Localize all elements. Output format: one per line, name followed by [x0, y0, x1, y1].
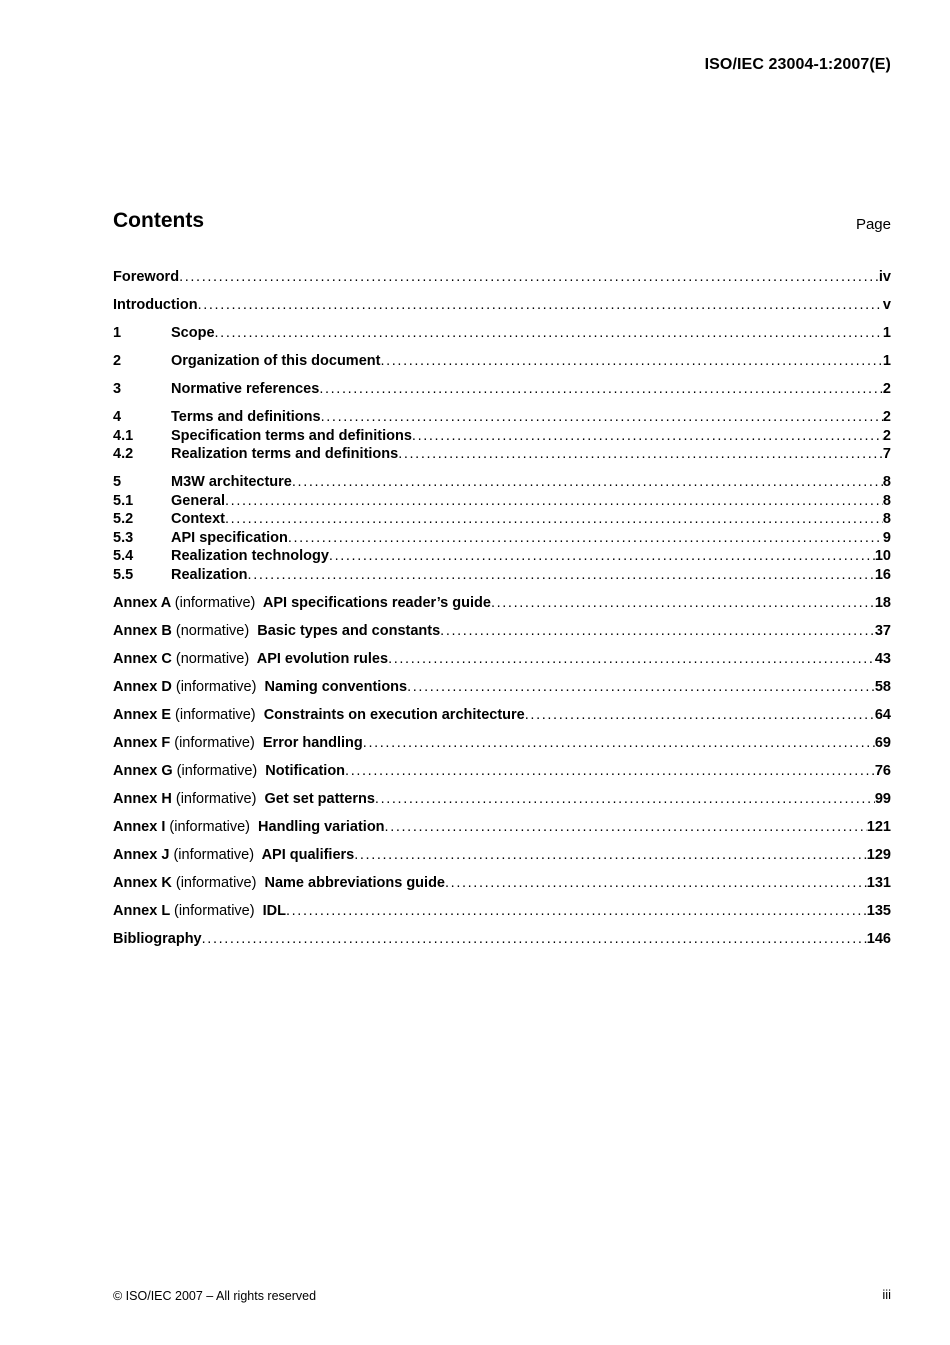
toc-entry[interactable]	[113, 547, 891, 566]
toc-entry-title	[113, 902, 286, 921]
toc-entry-title	[113, 930, 202, 949]
toc-entry-title	[171, 445, 398, 464]
toc-entry[interactable]	[113, 594, 891, 613]
toc-entry-page: 69	[874, 734, 891, 751]
toc-entry[interactable]	[113, 902, 891, 921]
toc-entry-title	[113, 874, 445, 893]
toc-entry-title	[171, 408, 321, 427]
toc-entry-title	[171, 380, 319, 399]
toc-entry-title	[113, 678, 407, 697]
toc-annex-kind: (informative)	[175, 790, 257, 807]
toc-leader-dots	[198, 296, 883, 315]
toc-annex-kind: (normative)	[175, 622, 250, 639]
toc-entry-text: Introduction	[113, 297, 198, 313]
toc-leader-dots	[179, 268, 879, 287]
toc-leader-dots	[225, 510, 883, 529]
toc-entry-title	[171, 473, 292, 492]
toc-entry-page: 8	[882, 492, 891, 509]
toc-entry-title	[113, 622, 440, 641]
toc-entry-title	[113, 594, 491, 613]
toc-annex-label: Annex B	[113, 622, 172, 639]
toc-entry-page: 8	[882, 511, 891, 527]
toc-entry[interactable]	[113, 427, 891, 446]
toc-annex-label: Annex A	[113, 594, 171, 611]
toc-entry-title	[113, 790, 375, 809]
toc-entry-title	[113, 818, 385, 837]
toc-entry[interactable]	[113, 930, 891, 949]
toc-annex-label: Annex G	[113, 762, 173, 779]
toc-leader-dots	[225, 492, 883, 511]
toc-entry[interactable]	[113, 762, 891, 781]
toc-leader-dots	[440, 622, 875, 641]
toc-annex-kind: (informative)	[175, 678, 257, 695]
toc-entry-page: 99	[874, 790, 891, 807]
toc-annex-kind: (informative)	[169, 818, 250, 835]
toc-entry-page: 2	[882, 427, 891, 444]
toc-entry-text: API qualifiers	[261, 846, 355, 863]
toc-annex-label: Annex I	[113, 818, 166, 835]
toc-entry-page: 131	[866, 874, 891, 891]
toc-entry[interactable]	[113, 734, 891, 753]
toc-annex-label: Annex K	[113, 874, 172, 891]
toc-entry[interactable]	[113, 846, 891, 865]
toc-entry-text: Terms and definitions	[171, 409, 321, 425]
toc-entry[interactable]	[113, 445, 891, 464]
toc-annex-label: Annex F	[113, 734, 171, 751]
toc-entry-title	[171, 324, 215, 343]
toc-entry-page: 64	[874, 706, 891, 723]
toc-entry-number: 5.5	[113, 566, 134, 583]
toc-entry-page: 10	[874, 548, 891, 564]
toc-entry-number: 3	[113, 381, 122, 397]
toc-leader-dots	[398, 445, 883, 464]
toc-entry-page: 1	[882, 325, 891, 341]
toc-entry[interactable]	[113, 650, 891, 669]
toc-leader-dots	[385, 818, 867, 837]
toc-entry-text: Error handling	[262, 734, 363, 751]
toc-entry-number: 4.1	[113, 427, 134, 444]
toc-annex-label: Annex C	[113, 650, 172, 667]
toc-annex-label: Annex L	[113, 902, 170, 919]
toc-entry-text: API evolution rules	[256, 650, 389, 667]
toc-annex-kind: (informative)	[173, 902, 255, 919]
toc-leader-dots	[375, 790, 875, 809]
toc-annex-kind: (informative)	[173, 846, 255, 863]
toc-entry[interactable]	[113, 566, 891, 585]
toc-entry-title	[113, 650, 388, 669]
toc-entry-number: 5.3	[113, 529, 134, 546]
toc-entry[interactable]	[113, 678, 891, 697]
toc-entry-page: 7	[882, 446, 891, 462]
toc-entry-title	[171, 427, 412, 446]
toc-entry-page: 9	[882, 529, 891, 546]
toc-entry-title	[171, 510, 225, 529]
toc-entry-text: Realization	[171, 566, 248, 583]
toc-leader-dots	[292, 473, 883, 492]
toc-entry-text: Handling variation	[258, 818, 385, 835]
toc-entry-page: 37	[874, 622, 891, 639]
toc-leader-dots	[329, 547, 875, 566]
toc-entry-number: 5.4	[113, 548, 134, 564]
toc-entry[interactable]	[113, 622, 891, 641]
page-number: iii	[882, 1287, 891, 1302]
toc-leader-dots	[491, 594, 875, 613]
toc-entry[interactable]	[113, 380, 891, 399]
toc-entry-page: 2	[882, 381, 891, 397]
toc-entry-text: Constraints on execution architecture	[263, 706, 525, 723]
toc-leader-dots	[345, 762, 875, 781]
toc-leader-dots	[445, 874, 867, 893]
toc-entry[interactable]	[113, 492, 891, 511]
toc-entry-title	[113, 762, 345, 781]
toc-entry-text: Name abbreviations guide	[264, 874, 445, 891]
toc-entry-text: API specification	[171, 529, 288, 546]
toc-leader-dots	[248, 566, 875, 585]
toc-leader-dots	[380, 352, 882, 371]
toc-entry-text: Realization terms and definitions	[171, 446, 399, 462]
toc-leader-dots	[354, 846, 867, 865]
toc-entry-text: API specifications reader’s guide	[262, 594, 491, 611]
toc-entry-text: Naming conventions	[264, 678, 408, 695]
toc-entry-title	[113, 846, 354, 865]
toc-entry[interactable]	[113, 268, 891, 287]
toc-entry-page: 58	[874, 678, 891, 695]
toc-annex-label: Annex H	[113, 790, 172, 807]
toc-entry-page: 146	[866, 930, 891, 947]
toc-entry-text: Basic types and constants	[257, 622, 441, 639]
toc-entry-title	[113, 706, 525, 725]
toc-leader-dots	[288, 529, 883, 548]
toc-leader-dots	[388, 650, 875, 669]
toc-leader-dots	[202, 930, 867, 949]
toc-entry[interactable]	[113, 510, 891, 529]
toc-leader-dots	[319, 380, 883, 399]
toc-entry-title	[113, 734, 363, 753]
toc-entry-text: Foreword	[113, 269, 180, 285]
toc-entry[interactable]	[113, 790, 891, 809]
toc-leader-dots	[412, 427, 883, 446]
toc-entry[interactable]	[113, 296, 891, 315]
toc-entry-number: 4	[113, 409, 122, 425]
toc-entry-number: 2	[113, 353, 122, 369]
toc-annex-kind: (informative)	[175, 706, 256, 723]
toc-annex-kind: (normative)	[175, 650, 250, 667]
toc-entry[interactable]	[113, 408, 891, 427]
toc-entry-number: 5	[113, 474, 122, 490]
toc-entry-text: Specification terms and definitions	[171, 427, 412, 444]
toc-entry-page: 1	[882, 353, 891, 369]
toc-entry-text: Notification	[265, 762, 346, 779]
table-of-contents	[113, 268, 891, 948]
toc-annex-label: Annex D	[113, 678, 172, 695]
page-column-label: Page	[855, 216, 891, 233]
toc-entry[interactable]	[113, 324, 891, 343]
toc-entry[interactable]	[113, 529, 891, 548]
toc-annex-kind: (informative)	[174, 734, 255, 751]
toc-entry-text: Scope	[171, 325, 215, 341]
toc-entry-page: 18	[874, 594, 891, 611]
toc-leader-dots	[286, 902, 867, 921]
toc-entry-text: Get set patterns	[264, 790, 375, 807]
toc-entry[interactable]	[113, 818, 891, 837]
toc-leader-dots	[407, 678, 875, 697]
toc-entry-page: 8	[882, 474, 891, 490]
toc-entry-page: 135	[866, 902, 891, 919]
toc-entry-title	[113, 296, 198, 315]
toc-annex-kind: (informative)	[174, 594, 256, 611]
toc-entry-text: Normative references	[171, 381, 320, 397]
toc-entry-title	[171, 352, 380, 371]
toc-entry-title	[171, 492, 225, 511]
toc-annex-label: Annex E	[113, 706, 172, 723]
toc-entry[interactable]	[113, 352, 891, 371]
toc-entry-text: Organization of this document	[171, 353, 381, 369]
toc-entry[interactable]	[113, 874, 891, 893]
toc-entry-title	[171, 566, 248, 585]
toc-entry-text: Bibliography	[113, 930, 202, 947]
toc-entry-text: General	[171, 492, 225, 509]
contents-heading: Contents	[113, 209, 204, 232]
standard-identifier: ISO/IEC 23004-1:2007(E)	[704, 56, 891, 73]
toc-annex-kind: (informative)	[176, 762, 258, 779]
toc-entry-number: 4.2	[113, 446, 134, 462]
toc-entry[interactable]	[113, 706, 891, 725]
toc-leader-dots	[321, 408, 883, 427]
toc-entry-page: 16	[874, 566, 891, 583]
toc-entry-page: iv	[878, 269, 891, 285]
toc-entry-title	[113, 268, 179, 287]
toc-entry-page: 129	[866, 846, 891, 863]
toc-entry-title	[171, 529, 288, 548]
toc-leader-dots	[215, 324, 883, 343]
copyright-notice: © ISO/IEC 2007 – All rights reserved	[113, 1289, 317, 1303]
toc-entry-text: Context	[171, 511, 225, 527]
toc-entry-number: 1	[113, 325, 122, 341]
toc-entry-page: 121	[866, 818, 891, 835]
toc-entry-text: IDL	[262, 902, 286, 919]
toc-leader-dots	[363, 734, 875, 753]
toc-entry-title	[171, 547, 329, 566]
toc-annex-label: Annex J	[113, 846, 170, 863]
toc-entry-text: Realization technology	[171, 548, 329, 564]
toc-entry-page: 43	[874, 650, 891, 667]
toc-entry-text: M3W architecture	[171, 474, 292, 490]
toc-entry-page: 76	[874, 762, 891, 779]
toc-annex-kind: (informative)	[175, 874, 257, 891]
toc-entry-page: v	[882, 297, 891, 313]
toc-entry-number: 5.1	[113, 492, 134, 509]
toc-entry-page: 2	[882, 409, 891, 425]
toc-leader-dots	[525, 706, 875, 725]
toc-entry-number: 5.2	[113, 511, 134, 527]
toc-entry[interactable]	[113, 473, 891, 492]
